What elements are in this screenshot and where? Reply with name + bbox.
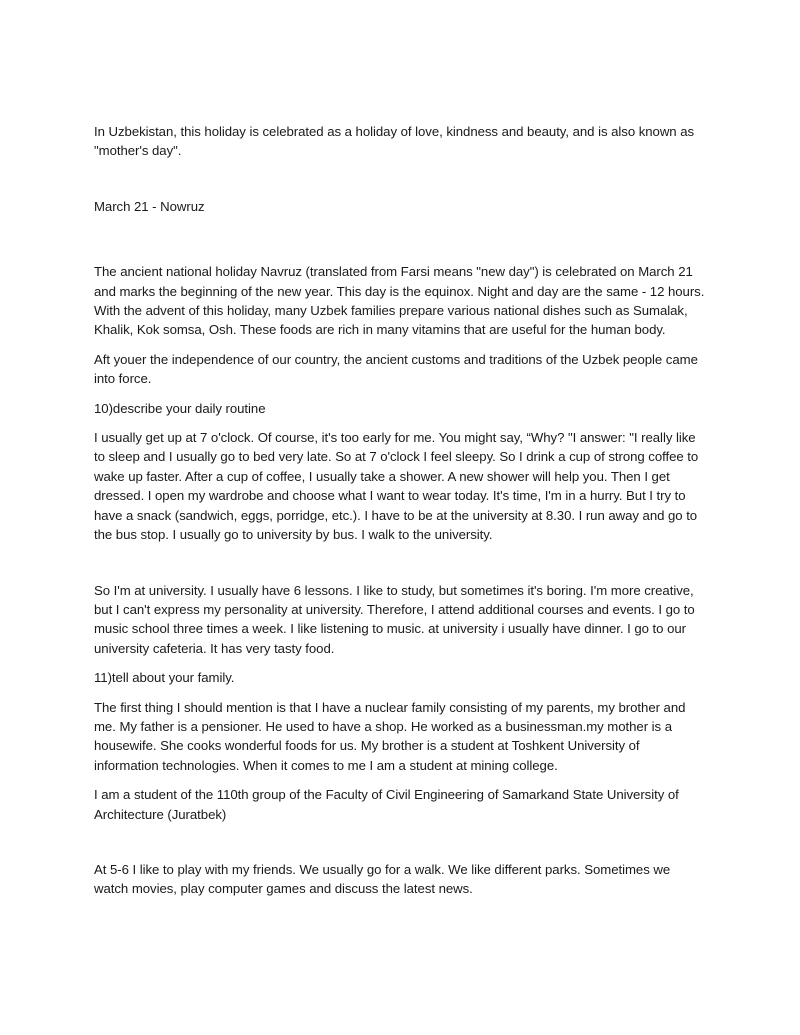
heading-daily-routine: 10)describe your daily routine (94, 400, 266, 416)
paragraph-independence: Aft youer the independence of our country, the ancient customs and traditions of the Uzbek people came into force. (94, 351, 698, 387)
paragraph-friends: At 5-6 I like to play with my friends. We usually go for a walk. We like different parks. Sometimes we watch movies, play computer games and discuss the latest news. (94, 861, 671, 897)
paragraph-morning-routine: I usually get up at 7 o'clock. Of course, it's too early for me. You might say, “Why? "I answer: "I really like to sleep and I usually go to bed very late. So at 7 o'clock I feel sleepy. So I drink a cup of strong coffee to wake up faster. After a cup of coffee, I usually take a shower. A new shower will help you. Then I get dressed. I open my wardrobe and choose what I want to wear today. It's time, I'm in a hurry. But I try to have a snack (sandwich, eggs, porridge, etc.). I have to be at the university at 8.30. I run away and go to the bus stop. I usually go to university by bus. I walk to the university. (94, 430, 699, 543)
paragraph-student-group: I am a student of the 110th group of the Faculty of Civil Engineering of Samarkand State University of Architecture (Juratbek) (94, 787, 679, 822)
paragraph-navruz: The ancient national holiday Navruz (translated from Farsi means "new day") is celebrated on March 21 and marks the beginning of the new year. This day is the equinox. Night and day are the same - 12 hours. With the advent of this holiday, many Uzbek families prepare various national dishes such as Sumalak, Khalik, Kok somsa, Osh. These foods are rich in many vitamins that are useful for the human body. (94, 264, 705, 338)
paragraph-mothers-day: In Uzbekistan, this holiday is celebrated as a holiday of love, kindness and beauty, and is also known as "mother's day". (94, 124, 695, 159)
heading-march-21-nowruz: March 21 - Nowruz (94, 198, 205, 214)
heading-family: 11)tell about your family. (94, 670, 235, 686)
paragraph-nuclear-family: The first thing I should mention is that I have a nuclear family consisting of my parents, my brother and me. My father is a pensioner. He used to have a shop. He worked as a businessman.my mother is a housewife. She cooks wonderful foods for us. My brother is a student at Toshkent University of information technologies. When it comes to me I am a student at mining college. (94, 699, 686, 773)
document-body (94, 122, 706, 899)
paragraph-university: So I'm at university. I usually have 6 lessons. I like to study, but sometimes it's boring. I'm more creative, but I can't express my personality at university. Therefore, I attend additional courses and events. I go to music school three times a week. I like listening to music. at university i usually have dinner. I go to our university cafeteria. It has very tasty food. (94, 582, 695, 656)
